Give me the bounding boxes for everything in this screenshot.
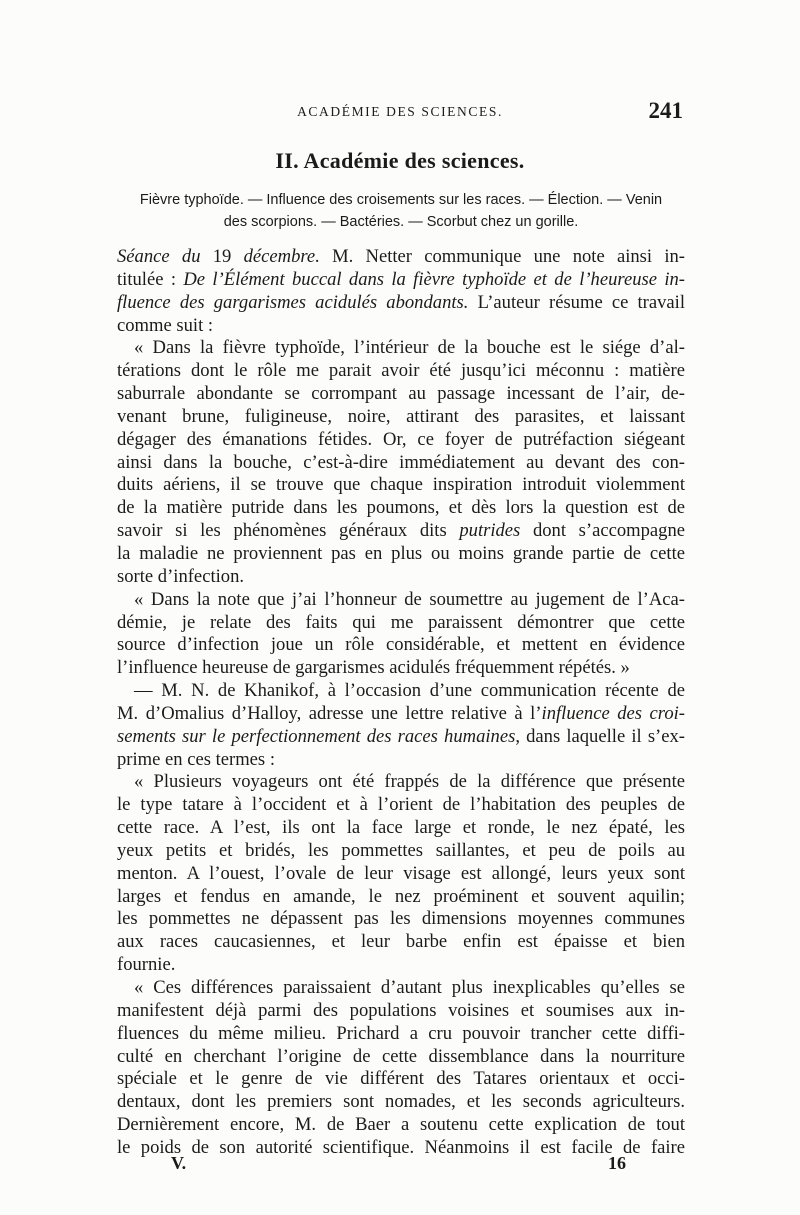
text-line: M. d’Omalius d’Halloy, adresse une lettre relative à l’influence des croi-	[117, 702, 685, 724]
text-line: térations dont le rôle me parait avoir été jusqu’ici méconnu : matière	[117, 360, 685, 382]
text-line: fluences du même milieu. Prichard a cru pouvoir trancher cette diffi-	[117, 1022, 685, 1044]
page-number: 241	[648, 98, 683, 123]
text-line: savoir si les phénomènes généraux dits putrides dont s’accompagne	[117, 520, 685, 542]
text-line: saburrale abondante se corrompant au passage incessant de l’air, de-	[117, 383, 685, 405]
text-line: sements sur le perfectionnement des races humaines, dans laquelle il s’ex-	[117, 725, 685, 747]
text-line: manifestent déjà parmi des populations voisines et soumises aux in-	[117, 999, 685, 1021]
text-line: aux races caucasiennes, et leur barbe enfin est épaisse et bien	[117, 931, 685, 953]
running-header	[115, 98, 685, 128]
text-line: démie, je relate des faits qui me paraissent démontrer que cette	[117, 611, 685, 633]
text-line: cette race. A l’est, ils ont la face large et ronde, le nez épaté, les	[117, 817, 685, 839]
text-line: « Plusieurs voyageurs ont été frappés de la différence que présente	[134, 771, 685, 793]
text-line: fournie.	[117, 954, 176, 976]
text-line: de la matière putride dans les poumons, et dès lors la question est de	[117, 497, 685, 519]
text-line: « Dans la note que j’ai l’honneur de soumettre au jugement de l’Aca-	[134, 588, 685, 610]
section-summary	[117, 189, 685, 233]
text-line: « Dans la fièvre typhoïde, l’intérieur de la bouche est le siége d’al-	[134, 337, 685, 359]
text-line: dégager des émanations fétides. Or, ce foyer de putréfaction siégeant	[117, 428, 685, 450]
text-line: source d’infection joue un rôle considérable, et mettent en évidence	[117, 634, 685, 656]
text-line: spéciale et le genre de vie différent des Tatares orientaux et occi-	[117, 1068, 685, 1090]
text-line: venant brune, fuligineuse, noire, attirant des parasites, et laissant	[117, 405, 685, 427]
running-title: ACADÉMIE DES SCIENCES.	[297, 104, 503, 119]
text-line: culté en cherchant l’origine de cette dissemblance dans la nourriture	[117, 1045, 685, 1067]
text-line: l’influence heureuse de gargarismes acidulés fréquemment répétés. »	[117, 657, 630, 679]
text-line: sorte d’infection.	[117, 565, 245, 587]
text-line: ainsi dans la bouche, c’est-à-dire immédiatement au devant des con-	[117, 451, 685, 473]
text-line: duits aériens, il se trouve que chaque inspiration introduit violemment	[117, 474, 685, 496]
text-line: Séance du 19 décembre. M. Netter communique une note ainsi in-	[117, 246, 685, 267]
text-line: dentaux, dont les premiers sont nomades, et les seconds agriculteurs.	[117, 1091, 685, 1113]
text-line: fluence des gargarismes acidulés abondants. L’auteur résume ce travail	[117, 291, 685, 313]
text-line: — M. N. de Khanikof, à l’occasion d’une communication récente de	[134, 680, 685, 702]
text-line: comme suit :	[117, 314, 214, 336]
sheet-number: 16	[608, 1153, 626, 1173]
text-line: les pommettes ne dépassent pas les dimensions moyennes communes	[117, 908, 685, 930]
section-title: II. Académie des sciences.	[275, 148, 525, 173]
summary-line: des scorpions. — Bactéries. — Scorbut chez un gorille.	[223, 214, 579, 230]
text-line: titulée : De l’Élément buccal dans la fièvre typhoïde et de l’heureuse in-	[117, 268, 685, 290]
text-line: Dernièrement encore, M. de Baer a soutenu cette explication de tout	[117, 1114, 685, 1136]
text-line: yeux petits et bridés, les pommettes saillantes, et peu de poils au	[117, 839, 685, 861]
text-line: larges et fendus en amande, le nez proéminent et souvent aquilin;	[117, 885, 685, 907]
text-line: menton. A l’ouest, l’ovale de leur visage est allongé, leurs yeux sont	[117, 862, 685, 884]
page-footer	[117, 1153, 685, 1179]
text-line: la maladie ne proviennent pas en plus ou moins grande partie de cette	[117, 542, 685, 564]
summary-line: Fièvre typhoïde. — Influence des croisements sur les races. — Élection. — Venin	[139, 192, 663, 208]
signature-mark: V.	[171, 1153, 187, 1173]
body-text	[117, 246, 685, 1160]
text-line: le type tatare à l’occident et à l’orient de l’habitation des peuples de	[117, 794, 685, 816]
text-line: « Ces différences paraissaient d’autant plus inexplicables qu’elles se	[134, 977, 685, 998]
text-line: prime en ces termes :	[117, 748, 275, 770]
text-line: le poids de son autorité scientifique. Néanmoins il est facile de faire	[117, 1136, 685, 1158]
